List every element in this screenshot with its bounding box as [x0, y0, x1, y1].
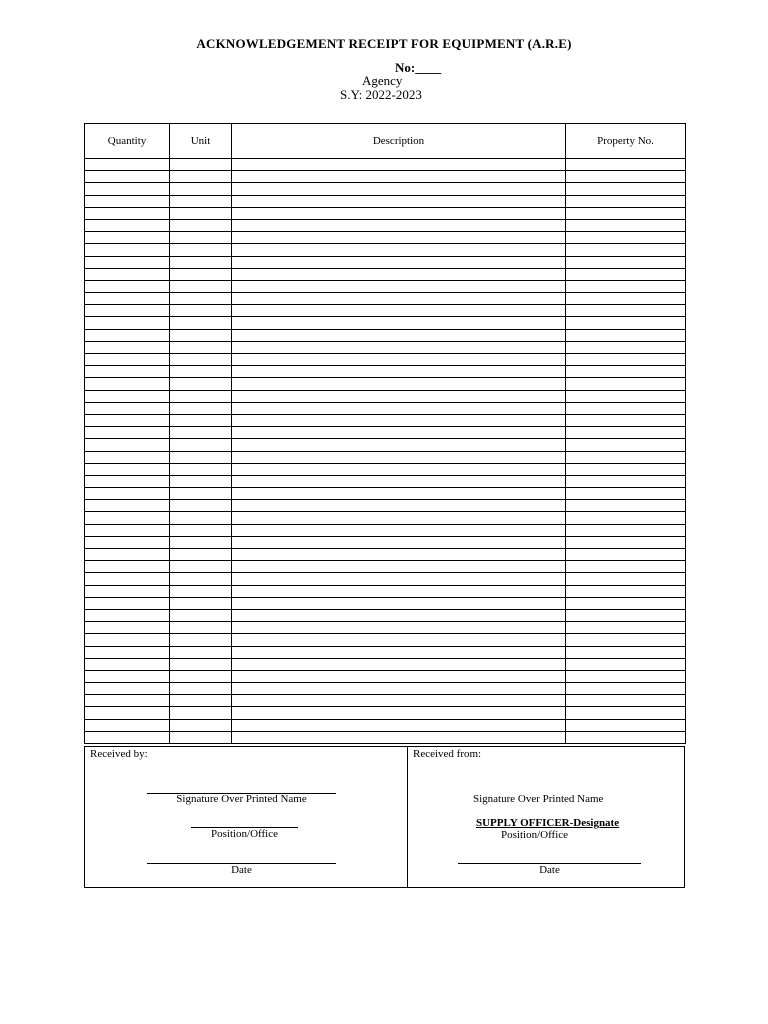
cell-unit[interactable] — [170, 683, 232, 695]
cell-quantity[interactable] — [85, 317, 170, 329]
cell-unit[interactable] — [170, 549, 232, 561]
cell-description[interactable] — [232, 366, 566, 378]
cell-unit[interactable] — [170, 463, 232, 475]
cell-property-no[interactable] — [566, 341, 686, 353]
cell-property-no[interactable] — [566, 280, 686, 292]
table-row — [85, 451, 686, 463]
cell-quantity[interactable] — [85, 159, 170, 171]
cell-description[interactable] — [232, 378, 566, 390]
table-row — [85, 512, 686, 524]
received-by-date-caption: Date — [231, 864, 252, 876]
cell-description[interactable] — [232, 707, 566, 719]
cell-quantity[interactable] — [85, 439, 170, 451]
cell-property-no[interactable] — [566, 195, 686, 207]
cell-property-no[interactable] — [566, 549, 686, 561]
table-row — [85, 293, 686, 305]
cell-property-no[interactable] — [566, 609, 686, 621]
cell-description[interactable] — [232, 573, 566, 585]
cell-quantity[interactable] — [85, 561, 170, 573]
cell-description[interactable] — [232, 634, 566, 646]
table-row — [85, 524, 686, 536]
cell-unit[interactable] — [170, 646, 232, 658]
cell-description[interactable] — [232, 427, 566, 439]
cell-quantity[interactable] — [85, 536, 170, 548]
cell-quantity[interactable] — [85, 171, 170, 183]
cell-quantity[interactable] — [85, 366, 170, 378]
cell-description[interactable] — [232, 293, 566, 305]
supply-officer-name: SUPPLY OFFICER-Designate — [476, 817, 620, 829]
table-row — [85, 683, 686, 695]
table-row — [85, 549, 686, 561]
table-row — [85, 183, 686, 195]
cell-quantity[interactable] — [85, 183, 170, 195]
table-row — [85, 232, 686, 244]
cell-quantity[interactable] — [85, 463, 170, 475]
table-row — [85, 341, 686, 353]
cell-description[interactable] — [232, 622, 566, 634]
table-row — [85, 634, 686, 646]
cell-unit[interactable] — [170, 207, 232, 219]
table-row — [85, 195, 686, 207]
cell-quantity[interactable] — [85, 207, 170, 219]
cell-property-no[interactable] — [566, 488, 686, 500]
table-row — [85, 329, 686, 341]
cell-quantity[interactable] — [85, 683, 170, 695]
column-header-description: Description — [232, 124, 566, 159]
cell-quantity[interactable] — [85, 195, 170, 207]
table-row — [85, 171, 686, 183]
table-row — [85, 402, 686, 414]
table-row — [85, 475, 686, 487]
cell-description[interactable] — [232, 244, 566, 256]
cell-description[interactable] — [232, 195, 566, 207]
received-by-position-caption: Position/Office — [210, 828, 278, 840]
cell-property-no[interactable] — [566, 232, 686, 244]
table-row — [85, 500, 686, 512]
table-row — [85, 414, 686, 426]
cell-unit[interactable] — [170, 195, 232, 207]
cell-unit[interactable] — [170, 402, 232, 414]
cell-quantity[interactable] — [85, 414, 170, 426]
table-row — [85, 573, 686, 585]
cell-unit[interactable] — [170, 622, 232, 634]
cell-quantity[interactable] — [85, 670, 170, 682]
cell-property-no[interactable] — [566, 585, 686, 597]
cell-description[interactable] — [232, 609, 566, 621]
cell-unit[interactable] — [170, 475, 232, 487]
cell-quantity[interactable] — [85, 475, 170, 487]
cell-property-no[interactable] — [566, 244, 686, 256]
cell-property-no[interactable] — [566, 561, 686, 573]
document-title: ACKNOWLEDGEMENT RECEIPT FOR EQUIPMENT (A.R.E) — [196, 36, 572, 51]
table-row — [85, 463, 686, 475]
cell-quantity[interactable] — [85, 634, 170, 646]
cell-property-no[interactable] — [566, 597, 686, 609]
cell-quantity[interactable] — [85, 597, 170, 609]
cell-unit[interactable] — [170, 171, 232, 183]
cell-unit[interactable] — [170, 597, 232, 609]
table-row — [85, 646, 686, 658]
cell-property-no[interactable] — [566, 378, 686, 390]
table-row — [85, 159, 686, 171]
table-row — [85, 670, 686, 682]
signature-section — [84, 746, 685, 888]
cell-unit[interactable] — [170, 317, 232, 329]
cell-property-no[interactable] — [566, 524, 686, 536]
signature-divider — [407, 747, 408, 887]
table-row — [85, 719, 686, 731]
cell-quantity[interactable] — [85, 512, 170, 524]
cell-property-no[interactable] — [566, 256, 686, 268]
received-from-label: Received from: — [413, 748, 482, 760]
table-row — [85, 244, 686, 256]
cell-quantity[interactable] — [85, 658, 170, 670]
cell-unit[interactable] — [170, 256, 232, 268]
received-from-position-caption: Position/Office — [501, 829, 569, 841]
cell-description[interactable] — [232, 561, 566, 573]
cell-description[interactable] — [232, 305, 566, 317]
cell-quantity[interactable] — [85, 695, 170, 707]
cell-unit[interactable] — [170, 658, 232, 670]
table-row — [85, 390, 686, 402]
cell-unit[interactable] — [170, 354, 232, 366]
cell-description[interactable] — [232, 475, 566, 487]
table-row — [85, 609, 686, 621]
cell-description[interactable] — [232, 317, 566, 329]
cell-quantity[interactable] — [85, 378, 170, 390]
cell-quantity[interactable] — [85, 549, 170, 561]
cell-quantity[interactable] — [85, 488, 170, 500]
cell-unit[interactable] — [170, 524, 232, 536]
cell-property-no[interactable] — [566, 500, 686, 512]
cell-unit[interactable] — [170, 159, 232, 171]
cell-unit[interactable] — [170, 341, 232, 353]
cell-quantity[interactable] — [85, 256, 170, 268]
table-row — [85, 354, 686, 366]
cell-property-no[interactable] — [566, 183, 686, 195]
cell-unit[interactable] — [170, 695, 232, 707]
cell-quantity[interactable] — [85, 329, 170, 341]
table-row — [85, 207, 686, 219]
cell-property-no[interactable] — [566, 622, 686, 634]
received-from-signature-caption: Signature Over Printed Name — [473, 793, 604, 805]
table-row — [85, 219, 686, 231]
cell-quantity[interactable] — [85, 390, 170, 402]
cell-quantity[interactable] — [85, 341, 170, 353]
table-row — [85, 366, 686, 378]
cell-description[interactable] — [232, 207, 566, 219]
table-row — [85, 427, 686, 439]
table-row — [85, 561, 686, 573]
cell-unit[interactable] — [170, 439, 232, 451]
cell-property-no[interactable] — [566, 329, 686, 341]
cell-description[interactable] — [232, 256, 566, 268]
cell-property-no[interactable] — [566, 658, 686, 670]
table-row — [85, 536, 686, 548]
cell-quantity[interactable] — [85, 402, 170, 414]
school-year: S.Y: 2022-2023 — [340, 87, 422, 102]
received-by-signature-caption: Signature Over Printed Name — [176, 793, 307, 805]
cell-property-no[interactable] — [566, 646, 686, 658]
cell-unit[interactable] — [170, 670, 232, 682]
cell-description[interactable] — [232, 585, 566, 597]
table-row — [85, 488, 686, 500]
cell-description[interactable] — [232, 280, 566, 292]
cell-quantity[interactable] — [85, 573, 170, 585]
cell-description[interactable] — [232, 646, 566, 658]
cell-description[interactable] — [232, 219, 566, 231]
cell-unit[interactable] — [170, 183, 232, 195]
cell-description[interactable] — [232, 354, 566, 366]
cell-description[interactable] — [232, 183, 566, 195]
table-row — [85, 658, 686, 670]
table-body — [85, 159, 686, 744]
table-row — [85, 439, 686, 451]
cell-description[interactable] — [232, 670, 566, 682]
cell-unit[interactable] — [170, 366, 232, 378]
cell-description[interactable] — [232, 536, 566, 548]
cell-description[interactable] — [232, 488, 566, 500]
cell-description[interactable] — [232, 390, 566, 402]
cell-property-no[interactable] — [566, 293, 686, 305]
cell-quantity[interactable] — [85, 293, 170, 305]
cell-property-no[interactable] — [566, 366, 686, 378]
cell-property-no[interactable] — [566, 451, 686, 463]
cell-property-no[interactable] — [566, 707, 686, 719]
cell-unit[interactable] — [170, 293, 232, 305]
cell-description[interactable] — [232, 512, 566, 524]
cell-quantity[interactable] — [85, 609, 170, 621]
cell-unit[interactable] — [170, 232, 232, 244]
table-row — [85, 695, 686, 707]
cell-unit[interactable] — [170, 500, 232, 512]
table-row — [85, 268, 686, 280]
cell-property-no[interactable] — [566, 305, 686, 317]
cell-property-no[interactable] — [566, 207, 686, 219]
cell-unit[interactable] — [170, 488, 232, 500]
cell-quantity[interactable] — [85, 427, 170, 439]
cell-property-no[interactable] — [566, 536, 686, 548]
table-row — [85, 378, 686, 390]
cell-quantity[interactable] — [85, 232, 170, 244]
table-row — [85, 597, 686, 609]
cell-quantity[interactable] — [85, 500, 170, 512]
cell-description[interactable] — [232, 463, 566, 475]
cell-unit[interactable] — [170, 390, 232, 402]
cell-quantity[interactable] — [85, 707, 170, 719]
cell-unit[interactable] — [170, 719, 232, 731]
cell-property-no[interactable] — [566, 512, 686, 524]
cell-unit[interactable] — [170, 329, 232, 341]
cell-property-no[interactable] — [566, 463, 686, 475]
cell-property-no[interactable] — [566, 219, 686, 231]
cell-unit[interactable] — [170, 609, 232, 621]
cell-description[interactable] — [232, 329, 566, 341]
table-row — [85, 707, 686, 719]
cell-property-no[interactable] — [566, 427, 686, 439]
cell-description[interactable] — [232, 232, 566, 244]
cell-property-no[interactable] — [566, 414, 686, 426]
cell-unit[interactable] — [170, 573, 232, 585]
cell-property-no[interactable] — [566, 731, 686, 743]
cell-unit[interactable] — [170, 305, 232, 317]
cell-quantity[interactable] — [85, 219, 170, 231]
cell-description[interactable] — [232, 695, 566, 707]
cell-quantity[interactable] — [85, 354, 170, 366]
cell-description[interactable] — [232, 439, 566, 451]
cell-description[interactable] — [232, 341, 566, 353]
table-row — [85, 280, 686, 292]
cell-unit[interactable] — [170, 561, 232, 573]
cell-quantity[interactable] — [85, 719, 170, 731]
table-row — [85, 622, 686, 634]
cell-quantity[interactable] — [85, 731, 170, 743]
cell-unit[interactable] — [170, 451, 232, 463]
cell-property-no[interactable] — [566, 268, 686, 280]
table-row — [85, 305, 686, 317]
cell-description[interactable] — [232, 159, 566, 171]
cell-unit[interactable] — [170, 378, 232, 390]
cell-unit[interactable] — [170, 634, 232, 646]
cell-description[interactable] — [232, 171, 566, 183]
cell-unit[interactable] — [170, 280, 232, 292]
cell-quantity[interactable] — [85, 622, 170, 634]
cell-description[interactable] — [232, 268, 566, 280]
cell-quantity[interactable] — [85, 646, 170, 658]
cell-description[interactable] — [232, 731, 566, 743]
column-header-property-no: Property No. — [566, 124, 686, 159]
table-row — [85, 256, 686, 268]
cell-property-no[interactable] — [566, 683, 686, 695]
cell-description[interactable] — [232, 402, 566, 414]
table-header-row — [85, 124, 686, 159]
cell-description[interactable] — [232, 451, 566, 463]
cell-property-no[interactable] — [566, 390, 686, 402]
cell-description[interactable] — [232, 597, 566, 609]
cell-unit[interactable] — [170, 512, 232, 524]
cell-quantity[interactable] — [85, 585, 170, 597]
column-header-unit: Unit — [170, 124, 232, 159]
equipment-table — [84, 123, 686, 744]
cell-property-no[interactable] — [566, 719, 686, 731]
column-header-quantity: Quantity — [85, 124, 170, 159]
cell-description[interactable] — [232, 549, 566, 561]
table-row — [85, 585, 686, 597]
cell-property-no[interactable] — [566, 439, 686, 451]
cell-unit[interactable] — [170, 707, 232, 719]
cell-description[interactable] — [232, 658, 566, 670]
received-from-date-caption: Date — [539, 864, 560, 876]
cell-property-no[interactable] — [566, 670, 686, 682]
cell-description[interactable] — [232, 719, 566, 731]
cell-property-no[interactable] — [566, 159, 686, 171]
cell-description[interactable] — [232, 414, 566, 426]
cell-description[interactable] — [232, 500, 566, 512]
cell-quantity[interactable] — [85, 524, 170, 536]
cell-property-no[interactable] — [566, 475, 686, 487]
receipt-number: No:____ — [395, 60, 442, 75]
cell-unit[interactable] — [170, 414, 232, 426]
cell-quantity[interactable] — [85, 305, 170, 317]
cell-unit[interactable] — [170, 731, 232, 743]
cell-property-no[interactable] — [566, 573, 686, 585]
cell-property-no[interactable] — [566, 354, 686, 366]
cell-property-no[interactable] — [566, 317, 686, 329]
cell-quantity[interactable] — [85, 451, 170, 463]
cell-unit[interactable] — [170, 219, 232, 231]
cell-quantity[interactable] — [85, 280, 170, 292]
table-row — [85, 317, 686, 329]
table-row — [85, 731, 686, 743]
cell-quantity[interactable] — [85, 268, 170, 280]
agency-label: Agency — [362, 73, 403, 88]
cell-unit[interactable] — [170, 585, 232, 597]
cell-description[interactable] — [232, 524, 566, 536]
cell-unit[interactable] — [170, 244, 232, 256]
cell-quantity[interactable] — [85, 244, 170, 256]
received-by-label: Received by: — [90, 748, 148, 760]
cell-unit[interactable] — [170, 268, 232, 280]
cell-property-no[interactable] — [566, 171, 686, 183]
cell-property-no[interactable] — [566, 402, 686, 414]
cell-property-no[interactable] — [566, 695, 686, 707]
cell-unit[interactable] — [170, 536, 232, 548]
cell-property-no[interactable] — [566, 634, 686, 646]
cell-unit[interactable] — [170, 427, 232, 439]
cell-description[interactable] — [232, 683, 566, 695]
